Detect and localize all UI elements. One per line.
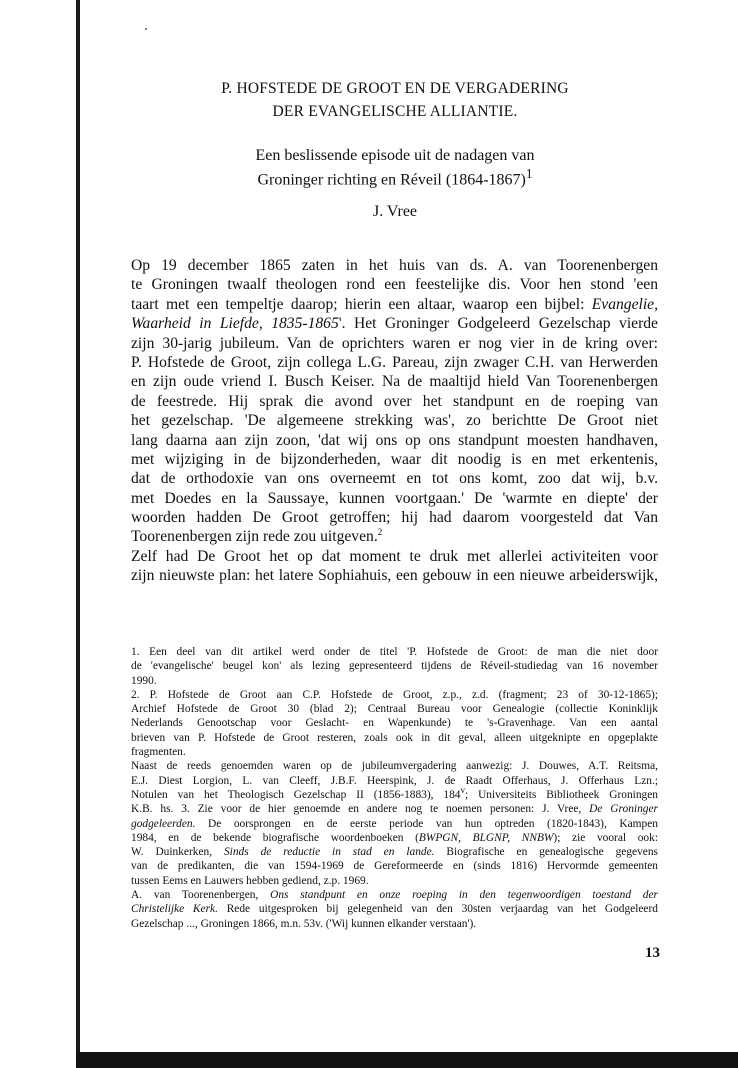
body-line: het gezelschap. 'De algemeene strekking was', zo berichtte De Groot niet xyxy=(131,412,658,430)
body-line: te Groningen twaalf theologen rond een feestelijke dis. Voor hen stond 'een xyxy=(131,276,658,294)
footnote-line: Nederlands Genootschap voor Geslacht- en Wapenkunde) te 's-Gravenhage. Van een aantal xyxy=(131,717,658,730)
footnote-line xyxy=(131,845,658,859)
page-number: 13 xyxy=(645,945,660,961)
footnote-text: ; Universiteits Bibliotheek Groningen xyxy=(465,788,658,801)
body-line xyxy=(131,314,658,333)
footnote-line: van de predikanten, die van 1594-1969 de Gereformeerde en (sinds 1816) Hervormde gemeenten xyxy=(131,860,658,873)
body-line: met Doedes en la Saussaye, kunnen voortgaan.' De 'warmte en diepte' der xyxy=(131,489,658,507)
footnote-italic: godgeleerden. xyxy=(131,817,196,830)
article-author: J. Vree xyxy=(372,203,418,220)
body-line: Op 19 december 1865 zaten in het huis van ds. A. van Toorenenbergen xyxy=(131,257,658,274)
footnote-line: brieven van P. Hofstede de Groot resteren, zoals ook in dit geval, alleen uitgeknipte en opgeplakte xyxy=(131,731,658,744)
body-line-text: Toorenenbergen zijn rede zou uitgeven. xyxy=(131,528,378,546)
footnote-ref-2[interactable]: 2 xyxy=(377,527,383,538)
footnote-line: Archief Hofstede de Groot 30 (blad 2); Centraal Bureau voor Genealogie (collectie Koninklijk xyxy=(131,703,658,716)
footnote-italic: BWPGN, BLGNP, NNBW xyxy=(418,831,554,844)
book-title-italic: Evangelie, xyxy=(591,295,658,313)
body-line: woorden hadden De Groot getroffen; hij had daarom voorgesteld dat Van xyxy=(131,509,658,527)
footnote-italic: De Groninger xyxy=(589,803,658,816)
body-line: Zelf had De Groot het op dat moment te druk met allerlei activiteiten voor xyxy=(131,547,658,565)
footnote-italic: Ons standpunt en onze roeping in den tegenwoordigen toestand der xyxy=(270,889,658,902)
footnote-line xyxy=(131,817,658,831)
folio-verso-mark: v xyxy=(460,785,465,796)
body-line: met wijziging in de bijzonderheden, waar dit noodig is en met erkentenis, xyxy=(131,450,658,468)
footnote-text: ); zie vooral ook: xyxy=(553,831,658,844)
body-line xyxy=(131,295,658,314)
footnote-line: fragmenten. xyxy=(131,746,186,759)
page-margin-left xyxy=(0,0,80,1068)
body-line: dat de orthodoxie van ons overneemt en tot ons komt, zoo dat wij, b.v. xyxy=(131,470,658,488)
footnote-text: Notulen van het Theologisch Gezelschap II (1856-1883), 184 xyxy=(131,788,461,801)
body-line: zijn 30-jarig jubileum. Van de oprichters waren er nog vier in de kring over: xyxy=(131,334,658,352)
footnote-italic: Sinds de reductie in stad en lande. xyxy=(223,846,435,859)
footnote-ref-1[interactable]: 1 xyxy=(525,166,533,181)
footnote-line: 2. P. Hofstede de Groot aan C.P. Hofstede de Groot, z.p., z.d. (fragment; 23 of 30-12-1865); xyxy=(131,688,658,701)
body-line: lang daarna aan zijn zoon, 'dat wij ons op ons standpunt moesten handhaven, xyxy=(131,431,658,449)
subtitle-text: Groninger richting en Réveil (1864-1867) xyxy=(257,171,526,189)
footnote-text: W. Duinkerken, xyxy=(131,846,213,859)
body-line: en zijn oude vriend I. Busch Keiser. Na de maaltijd hield Van Toorenenbergen xyxy=(131,373,658,391)
footnote-text: Rede uitgesproken bij gelegenheid van den 30sten verjaardag van het Godgeleerd xyxy=(226,903,658,916)
footnote-line: E.J. Diest Lorgion, L. van Cleeff, J.B.F. Heerspink, J. de Raadt Offerhaus, J. Offerhaus Lzn.; xyxy=(131,774,658,787)
footnote-line: tussen Eems en Lauwers hebben gediend, z.p. 1969. xyxy=(131,874,369,887)
footnote-line xyxy=(131,888,658,902)
footnote-text: De oorsprongen en de eerste periode van hun optreden (1820-1843), Kampen xyxy=(208,817,658,830)
book-title-italic: Waarheid in Liefde, 1835-1865 xyxy=(131,315,339,333)
article-title-line-1: P. HOFSTEDE DE GROOT EN DE VERGADERING xyxy=(221,80,569,97)
article-title-line-2: DER EVANGELISCHE ALLIANTIE. xyxy=(272,103,518,120)
article-subtitle-line-1: Een beslissende episode uit de nadagen van xyxy=(255,147,535,164)
footnote-line xyxy=(131,902,658,916)
footnotes xyxy=(131,645,658,931)
footnote-line xyxy=(131,831,658,845)
footnote-line: Gezelschap ..., Groningen 1866, m.n. 53v. ('Wij kunnen elkander verstaan'). xyxy=(131,917,477,930)
body-line-text: '. Het Groninger Godgeleerd Gezelschap vierde xyxy=(338,315,658,333)
footnote-text: A. van Toorenenbergen, xyxy=(131,889,259,902)
footnote-text: K.B. hs. 3. Zie voor de hier genoemde en andere nog te noemen personen: J. Vree, xyxy=(131,803,582,816)
body-line: P. Hofstede de Groot, zijn collega L.G. Pareau, zijn zwager C.H. van Herwerden xyxy=(131,353,658,371)
body-line xyxy=(131,527,658,546)
footnote-line: 1. Een deel van dit artikel werd onder de titel 'P. Hofstede de Groot: de man die niet door xyxy=(131,646,658,658)
body-text xyxy=(131,256,658,586)
body-line: zijn nieuwste plan: het latere Sophiahuis, een gebouw in een nieuwe arbeiderswijk, xyxy=(131,567,658,585)
footnote-line: 1990. xyxy=(131,674,157,687)
article-subtitle-line-2 xyxy=(130,166,660,189)
footnote-text: 1984, en de bekende biografische woordenboeken ( xyxy=(131,831,419,844)
scan-speck xyxy=(145,28,147,30)
body-line-text: taart met een tempeltje daarop; hierin een altaar, waarop een bijbel: xyxy=(131,295,585,313)
scan-border-left xyxy=(76,0,80,1058)
footnote-line xyxy=(131,785,658,802)
footnote-line: de 'evangelische' beugel kon' als lezing gepresenteerd tijdens de Réveil-studiedag van 16 november xyxy=(131,660,658,673)
scan-border-bottom xyxy=(76,1052,738,1068)
footnote-italic: Christelijke Kerk. xyxy=(131,903,218,916)
footnote-line xyxy=(131,802,658,816)
footnote-line: Naast de reeds genoemden waren op de jubileumvergadering aanwezig: J. Douwes, A.T. Reitsma, xyxy=(131,760,658,773)
footnote-text: Biografische en genealogische gegevens xyxy=(446,846,658,859)
body-line: de feestrede. Hij sprak die avond over het standpunt en de roeping van xyxy=(131,392,658,410)
